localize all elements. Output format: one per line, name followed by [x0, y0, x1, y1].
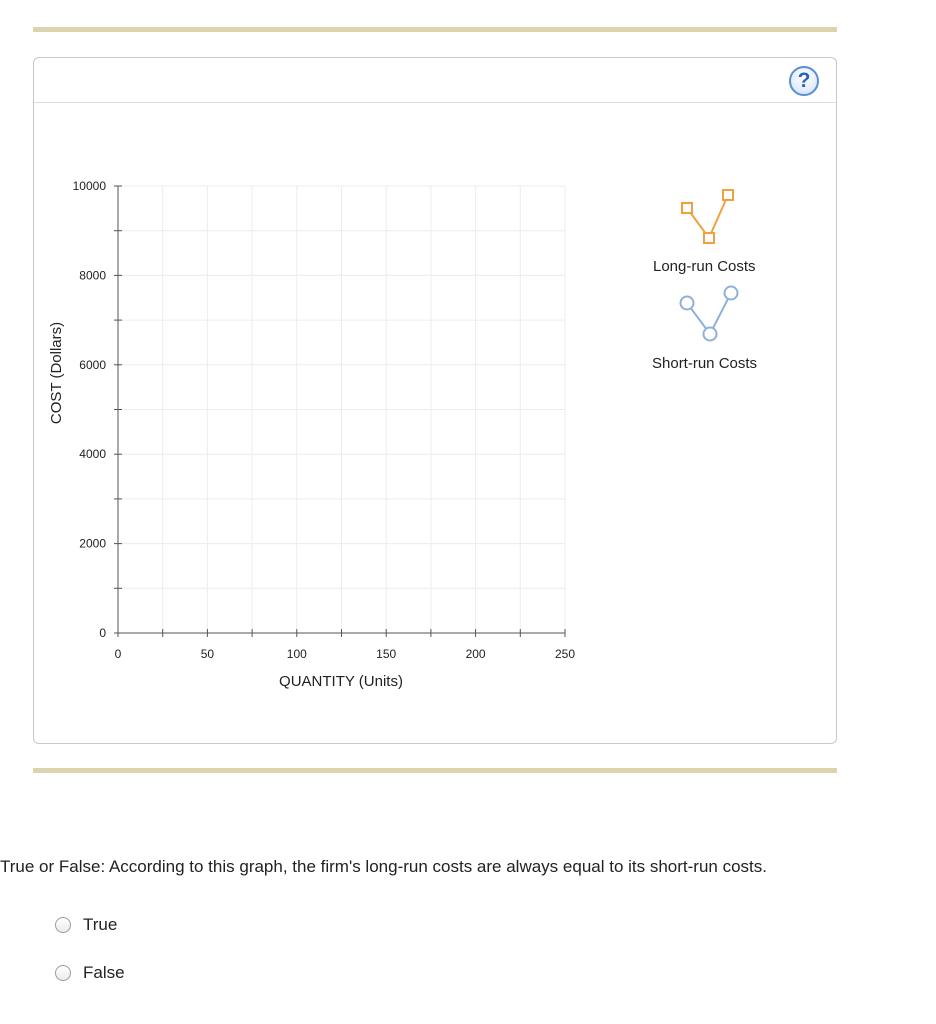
- long-run-costs-label: Long-run Costs: [653, 258, 756, 275]
- short-run-circle-marker: [725, 287, 738, 300]
- bottom-divider: [33, 768, 837, 773]
- short-run-costs-label: Short-run Costs: [652, 355, 758, 372]
- x-axis-title: QUANTITY (Units): [279, 673, 403, 690]
- cost-chart: [34, 58, 836, 743]
- question-text: True or False: According to this graph, the firm's long-run costs are always equal to its short-run costs.: [0, 857, 768, 876]
- y-tick-label: 10000: [72, 179, 106, 193]
- x-tick-label: 50: [200, 647, 215, 661]
- true-radio[interactable]: [55, 917, 71, 933]
- short-run-costs-tool[interactable]: [681, 287, 738, 341]
- top-divider: [33, 27, 837, 32]
- y-axis-title: COST (Dollars): [48, 321, 65, 425]
- x-tick-label: 250: [554, 647, 576, 661]
- long-run-square-marker: [682, 203, 692, 213]
- y-tick-label: 2000: [79, 536, 106, 551]
- x-tick-label: 200: [465, 647, 486, 661]
- option-false-label: False: [83, 963, 125, 982]
- graph-panel: [33, 57, 837, 744]
- y-tick-label: 4000: [79, 447, 106, 462]
- y-tick-label: 0: [99, 626, 106, 640]
- false-radio[interactable]: [55, 965, 71, 981]
- option-false[interactable]: [55, 962, 125, 984]
- x-tick-label: 150: [376, 647, 397, 661]
- question-mark-icon: ?: [797, 69, 811, 92]
- option-true-label: True: [83, 915, 118, 934]
- short-run-circle-marker: [704, 328, 717, 341]
- long-run-costs-line-icon: [687, 195, 728, 238]
- y-tick-label: 6000: [79, 357, 106, 372]
- x-tick-label: 0: [114, 647, 122, 661]
- y-tick-label: 8000: [79, 268, 106, 283]
- long-run-square-marker: [723, 190, 733, 200]
- long-run-costs-tool[interactable]: [682, 190, 733, 243]
- x-tick-label: 100: [286, 647, 307, 661]
- long-run-square-marker: [704, 233, 714, 243]
- option-true[interactable]: [55, 914, 117, 936]
- short-run-circle-marker: [681, 297, 694, 310]
- grid: [118, 186, 565, 633]
